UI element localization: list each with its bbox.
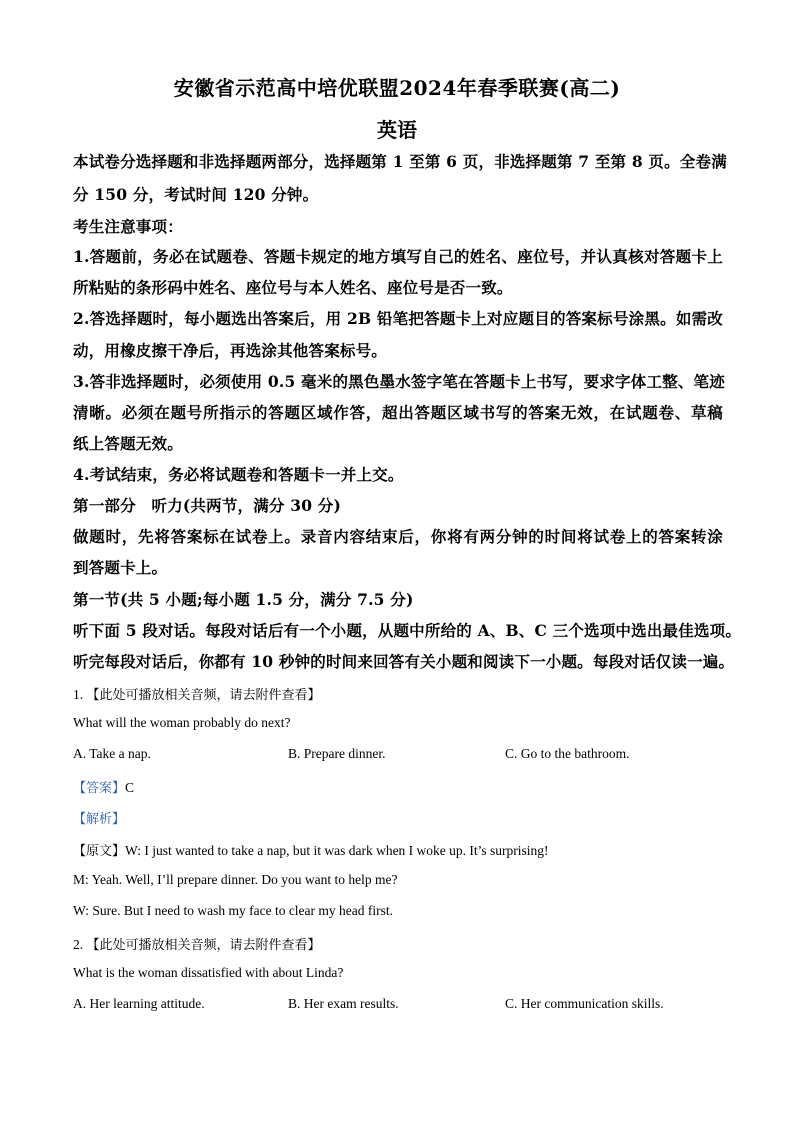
question-1-transcript-line-1 — [73, 840, 549, 859]
exam-title: 安徽省示范高中培优联盟2024年春季联赛(高二) — [173, 76, 621, 100]
transcript-text-1: W: I just wanted to take a nap, but it was dark when I woke up. It’s surprising! — [125, 843, 549, 858]
question-1-option-b: B. Prepare dinner. — [288, 746, 386, 761]
question-1-stem: What will the woman probably do next? — [73, 715, 291, 730]
question-1-number: 1. — [73, 687, 84, 702]
subject-title: 英语 — [377, 118, 417, 142]
answer-value: C — [125, 780, 135, 795]
part1-desc-line-1: 做题时，先将答案标在试卷上。录音内容结束后，你将有两分钟的时间将试卷上的答案转涂 — [73, 527, 723, 546]
question-2-number: 2. — [73, 937, 84, 952]
notice-item-3-line-2: 清晰。必须在题号所指示的答题区域作答，超出答题区域书写的答案无效，在试题卷、草稿 — [73, 403, 723, 422]
section1-desc-line-1: 听下面 5 段对话。每段对话后有一个小题，从题中所给的 A、B、C 三个选项中选出最佳选项。 — [73, 621, 742, 640]
question-2-audio-note[interactable]: 【此处可播放相关音频，请去附件查看】 — [86, 938, 321, 953]
question-1-transcript-line-2: M: Yeah. Well, I’ll prepare dinner. Do you want to help me? — [73, 872, 398, 887]
answer-label: 【答案】 — [73, 781, 126, 796]
section1-desc-line-2: 听完每段对话后，你都有 10 秒钟的时间来回答有关小题和阅读下一小题。每段对话仅读一遍。 — [73, 652, 735, 671]
intro-line-2: 分 150 分，考试时间 120 分钟。 — [73, 185, 319, 204]
question-1-answer — [73, 777, 134, 796]
notice-item-2-line-2: 动，用橡皮擦干净后，再选涂其他答案标号。 — [73, 341, 388, 360]
question-1-option-a: A. Take a nap. — [73, 746, 151, 761]
part1-desc-line-2: 到答题卡上。 — [73, 558, 168, 577]
question-2-option-c: C. Her communication skills. — [505, 996, 664, 1011]
notice-heading: 考生注意事项： — [73, 217, 183, 236]
question-1-transcript-line-3: W: Sure. But I need to wash my face to clear my head first. — [73, 903, 394, 918]
question-2-option-b: B. Her exam results. — [288, 996, 399, 1011]
question-2-stem: What is the woman dissatisfied with about Linda? — [73, 965, 344, 980]
question-1-option-c: C. Go to the bathroom. — [505, 746, 630, 761]
notice-item-3-line-3: 纸上答题无效。 — [73, 434, 183, 453]
question-1-analysis — [73, 808, 125, 827]
notice-item-1-line-1: 1.答题前，务必在试题卷、答题卡规定的地方填写自己的姓名、座位号，并认真核对答题卡上 — [73, 247, 723, 266]
notice-item-3-line-1: 3.答非选择题时，必须使用 0.5 毫米的黑色墨水签字笔在答题卡上书写，要求字体工整、笔迹 — [73, 372, 725, 391]
question-2-option-a: A. Her learning attitude. — [73, 996, 205, 1011]
notice-item-4: 4.考试结束，务必将试题卷和答题卡一并上交。 — [73, 465, 404, 484]
notice-item-2-line-1: 2.答选择题时，每小题选出答案后，用 2B 铅笔把答题卡上对应题目的答案标号涂黑。如需改 — [73, 309, 723, 328]
transcript-label: 【原文】 — [73, 844, 126, 859]
section1-heading: 第一节(共 5 小题;每小题 1.5 分，满分 7.5 分) — [73, 590, 414, 609]
question-1-header — [73, 684, 321, 703]
analysis-label: 【解析】 — [73, 812, 126, 827]
intro-line-1: 本试卷分选择题和非选择题两部分，选择题第 1 至第 6 页，非选择题第 7 至第 8 页。全卷满 — [73, 152, 727, 171]
question-2-header — [73, 934, 321, 953]
question-1-audio-note[interactable]: 【此处可播放相关音频，请去附件查看】 — [86, 688, 321, 703]
part1-heading: 第一部分 听力(共两节，满分 30 分) — [73, 496, 342, 515]
notice-item-1-line-2: 所粘贴的条形码中姓名、座位号与本人姓名、座位号是否一致。 — [73, 278, 513, 297]
